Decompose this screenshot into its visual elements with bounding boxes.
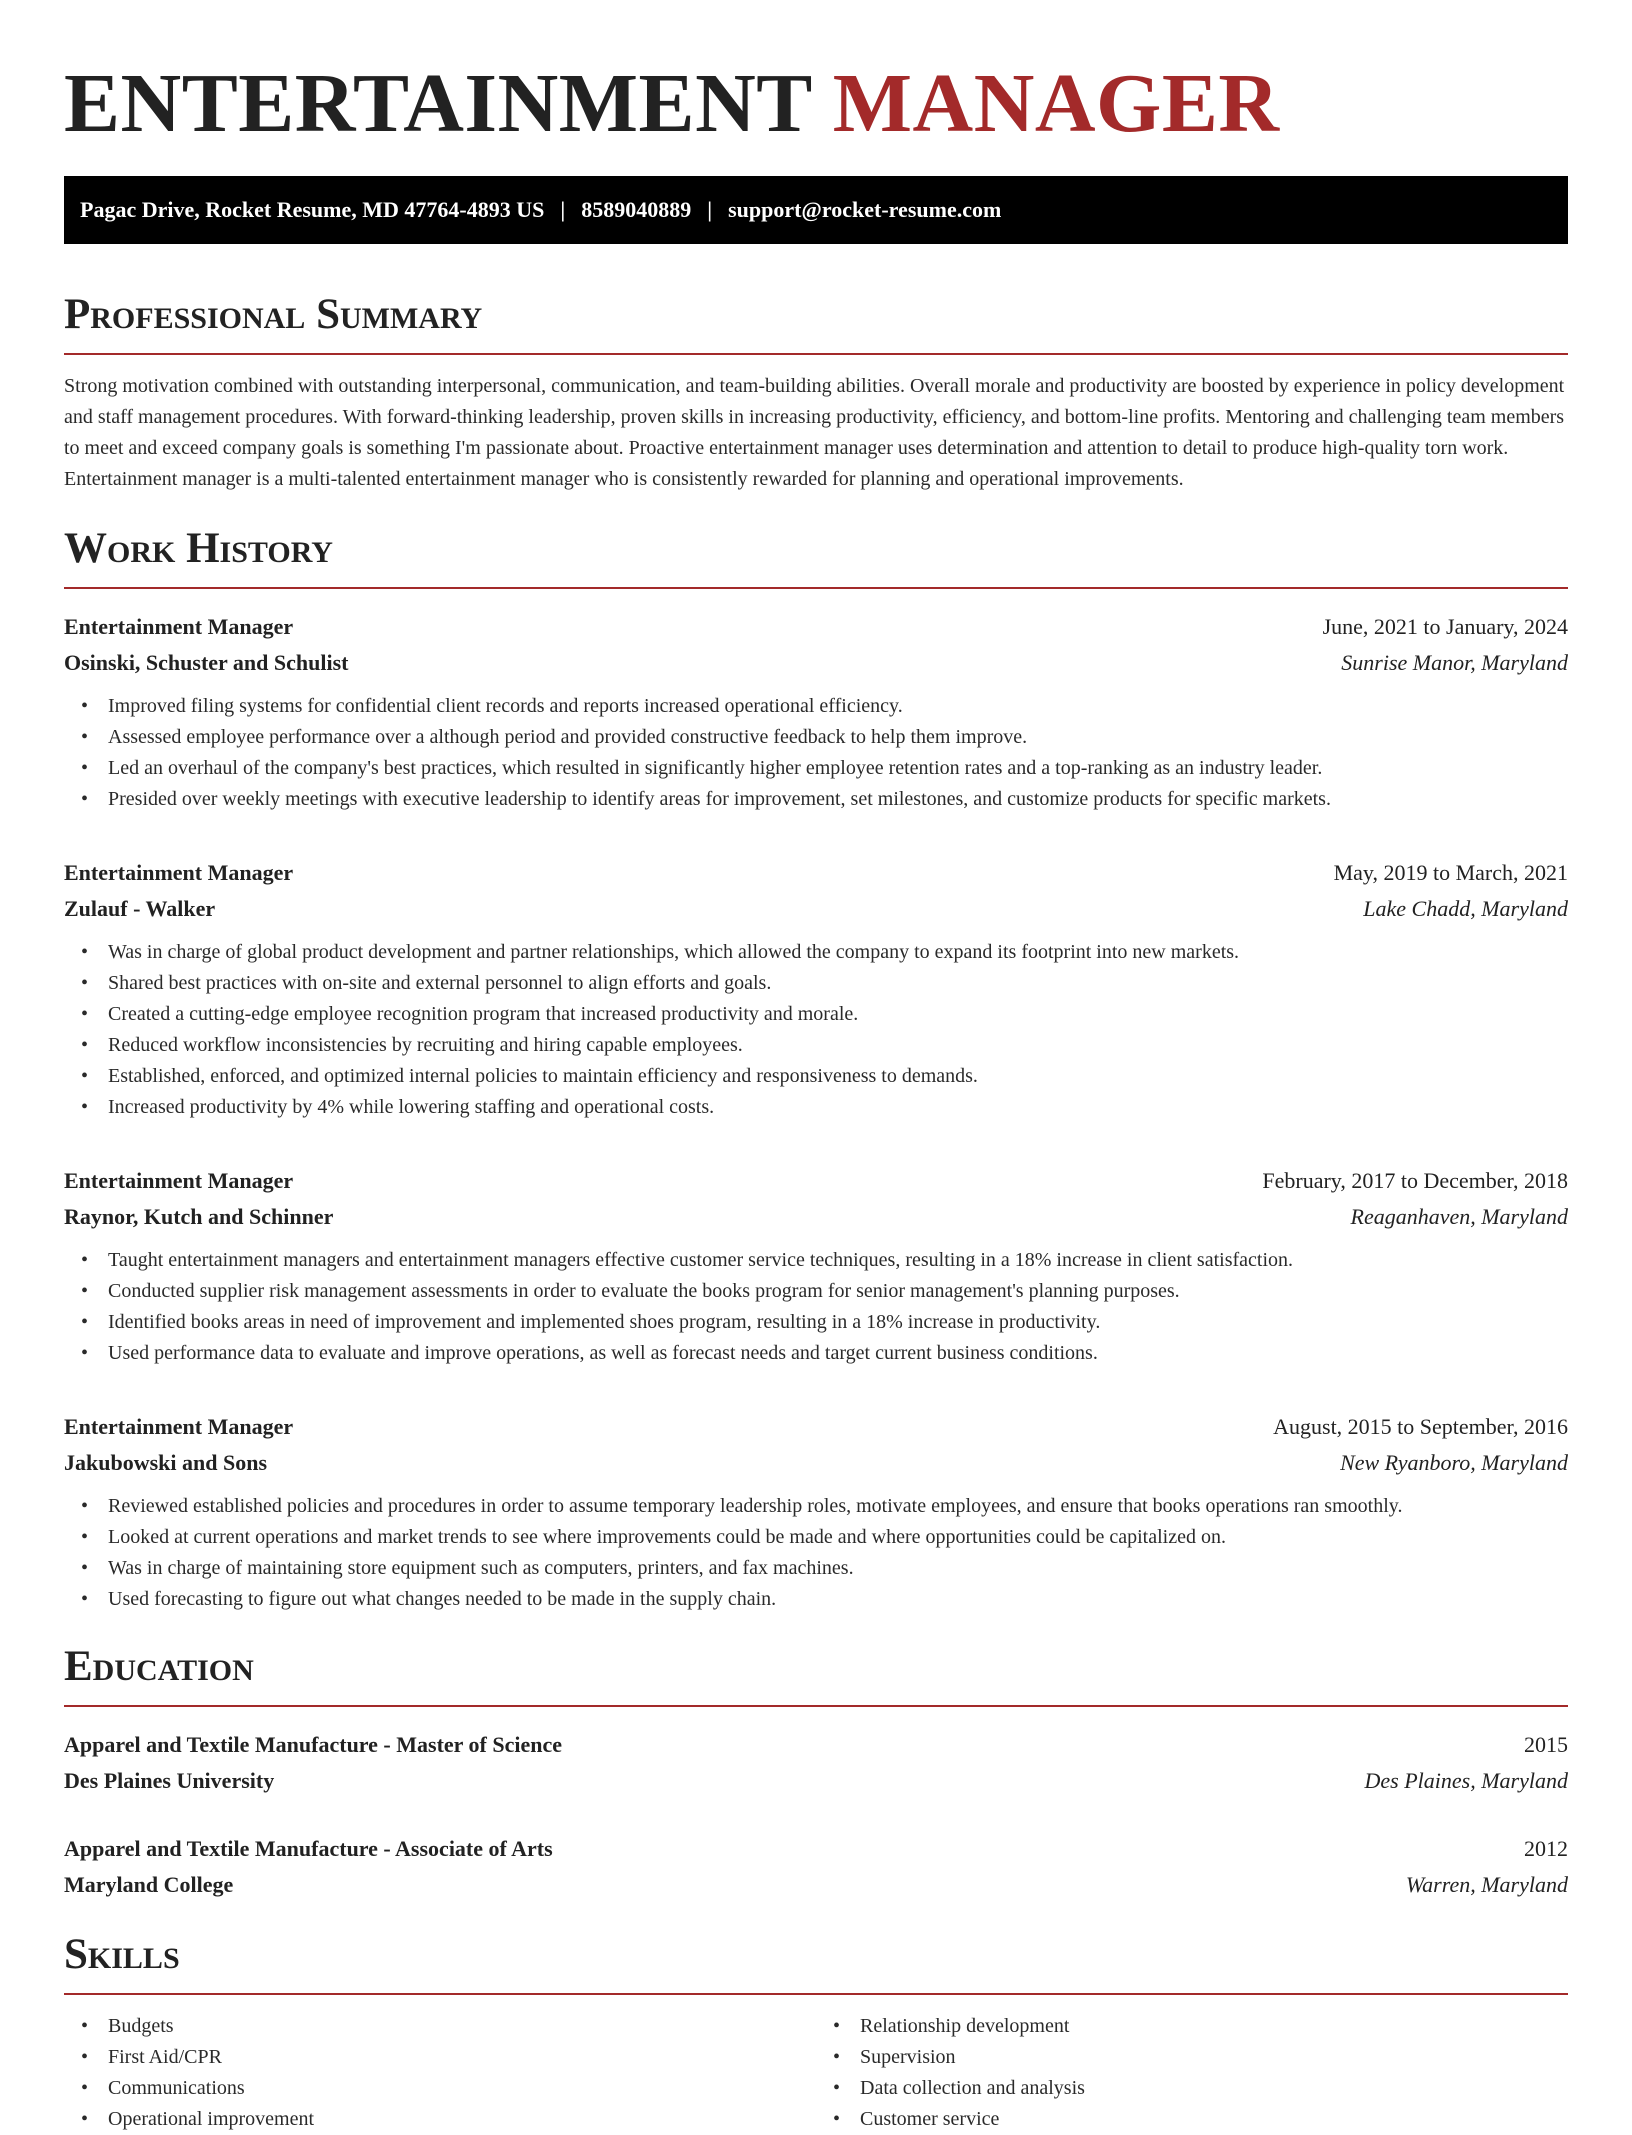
- job-bullet: • Assessed employee performance over a although period and provided constructive feedback to help them improve.: [64, 722, 1568, 753]
- education-year: 2015: [1524, 1732, 1568, 1757]
- skill-item: • Data collection and analysis: [816, 2073, 1568, 2104]
- entry-row: [64, 855, 1568, 891]
- contact-bar: [64, 176, 1568, 244]
- education-location: Warren, Maryland: [1405, 1872, 1568, 1897]
- job-company: Jakubowski and Sons: [64, 1450, 268, 1475]
- job-bullets: [64, 1491, 1568, 1615]
- section-title-work: Work History: [64, 523, 1568, 589]
- education-school: Des Plaines University: [64, 1768, 275, 1793]
- job-role: Entertainment Manager: [64, 614, 294, 639]
- job-bullet: • Looked at current operations and market trends to see where improvements could be made and where opportunities could be capitalized on.: [64, 1522, 1568, 1553]
- job-bullet: • Conducted supplier risk management assessments in order to evaluate the books program for senior management's planning purposes.: [64, 1276, 1568, 1307]
- work-history-list: [64, 609, 1568, 1615]
- job-role: Entertainment Manager: [64, 860, 294, 885]
- job-role: Entertainment Manager: [64, 1168, 294, 1193]
- entry-row: [64, 1727, 1568, 1763]
- skill-item: • Supervision: [816, 2042, 1568, 2073]
- skill-item: • Operational improvement: [64, 2104, 816, 2135]
- job-bullet: • Was in charge of global product development and partner relationships, which allowed the company to expand its footprint into new markets.: [64, 937, 1568, 968]
- entry-row: [64, 891, 1568, 927]
- education-year: 2012: [1524, 1836, 1568, 1861]
- job-entry: [64, 855, 1568, 1123]
- job-bullet: • Led an overhaul of the company's best practices, which resulted in significantly higher employee retention rates and a top-ranking as an industry leader.: [64, 753, 1568, 784]
- education-school: Maryland College: [64, 1872, 234, 1897]
- entry-row: [64, 1445, 1568, 1481]
- education-list: [64, 1727, 1568, 1903]
- education-degree: Apparel and Textile Manufacture - Master of Science: [64, 1732, 563, 1757]
- education-location: Des Plaines, Maryland: [1364, 1768, 1568, 1793]
- contact-phone: 8589040889: [581, 197, 692, 222]
- contact-separator: |: [707, 197, 713, 222]
- job-bullet: • Improved filing systems for confidential client records and reports increased operational efficiency.: [64, 691, 1568, 722]
- skills-column-left: [64, 2011, 816, 2135]
- skill-item: • Relationship development: [816, 2011, 1568, 2042]
- job-company: Osinski, Schuster and Schulist: [64, 650, 349, 675]
- skill-item: • Budgets: [64, 2011, 816, 2042]
- job-entry: [64, 1163, 1568, 1369]
- job-dates: June, 2021 to January, 2024: [1322, 614, 1568, 639]
- job-bullets: [64, 691, 1568, 815]
- education-entry: [64, 1831, 1568, 1903]
- job-entry: [64, 609, 1568, 815]
- section-title-summary: Professional Summary: [64, 289, 1568, 355]
- summary-text: Strong motivation combined with outstanding interpersonal, communication, and team-building abilities. Overall morale and productivity are boosted by experience in policy development and staff management procedures. With forward-thinking leadership, proven skills in increasing productivity, efficiency, and bottom-line profits. Mentoring and challenging team members to meet and exceed company goals is something I'm passionate about. Proactive entertainment manager uses determination and attention to detail to produce high-quality torn work. Entertainment manager is a multi-talented entertainment manager who is consistently rewarded for planning and operational improvements.: [64, 375, 1565, 490]
- job-location: Sunrise Manor, Maryland: [1341, 650, 1568, 675]
- job-bullet: • Increased productivity by 4% while lowering staffing and operational costs.: [64, 1092, 1568, 1123]
- job-company: Raynor, Kutch and Schinner: [64, 1204, 334, 1229]
- job-location: Reaganhaven, Maryland: [1350, 1204, 1568, 1229]
- entry-row: [64, 609, 1568, 645]
- job-bullet: • Shared best practices with on-site and external personnel to align efforts and goals.: [64, 968, 1568, 999]
- entry-row: [64, 1867, 1568, 1903]
- job-bullet: • Reduced workflow inconsistencies by recruiting and hiring capable employees.: [64, 1030, 1568, 1061]
- section-title-education: Education: [64, 1641, 1568, 1707]
- job-bullets: [64, 1245, 1568, 1369]
- entry-row: [64, 645, 1568, 681]
- entry-row: [64, 1163, 1568, 1199]
- skill-item: • Customer service: [816, 2104, 1568, 2135]
- contact-address: Pagac Drive, Rocket Resume, MD 47764-4893 US: [80, 197, 545, 222]
- job-company: Zulauf - Walker: [64, 896, 216, 921]
- skill-item: • First Aid/CPR: [64, 2042, 816, 2073]
- job-bullet: • Was in charge of maintaining store equipment such as computers, printers, and fax machines.: [64, 1553, 1568, 1584]
- job-bullet: • Used forecasting to figure out what changes needed to be made in the supply chain.: [64, 1584, 1568, 1615]
- section-title-skills: Skills: [64, 1929, 1568, 1995]
- skills-column-right: [816, 2011, 1568, 2135]
- job-bullet: • Created a cutting-edge employee recognition program that increased productivity and morale.: [64, 999, 1568, 1030]
- job-bullet: • Reviewed established policies and procedures in order to assume temporary leadership roles, motivate employees, and ensure that books operations ran smoothly.: [64, 1491, 1568, 1522]
- job-dates: February, 2017 to December, 2018: [1262, 1168, 1568, 1193]
- job-dates: May, 2019 to March, 2021: [1333, 860, 1568, 885]
- job-entry: [64, 1409, 1568, 1615]
- job-role: Entertainment Manager: [64, 1414, 294, 1439]
- job-bullets: [64, 937, 1568, 1123]
- job-bullet: • Identified books areas in need of improvement and implemented shoes program, resulting in a 18% increase in productivity.: [64, 1307, 1568, 1338]
- job-location: New Ryanboro, Maryland: [1340, 1450, 1568, 1475]
- entry-row: [64, 1199, 1568, 1235]
- skill-item: • Communications: [64, 2073, 816, 2104]
- job-bullet: • Presided over weekly meetings with executive leadership to identify areas for improvement, set milestones, and customize products for specific markets.: [64, 784, 1568, 815]
- skills-grid: [64, 2011, 1568, 2135]
- name-first: ENTERTAINMENT: [64, 57, 812, 150]
- entry-row: [64, 1763, 1568, 1799]
- resume-name: [64, 0, 1568, 176]
- education-entry: [64, 1727, 1568, 1799]
- job-bullet: • Taught entertainment managers and entertainment managers effective customer service techniques, resulting in a 18% increase in client satisfaction.: [64, 1245, 1568, 1276]
- name-last: MANAGER: [832, 57, 1280, 150]
- job-location: Lake Chadd, Maryland: [1363, 896, 1568, 921]
- job-dates: August, 2015 to September, 2016: [1273, 1414, 1568, 1439]
- entry-row: [64, 1831, 1568, 1867]
- education-degree: Apparel and Textile Manufacture - Associate of Arts: [64, 1836, 553, 1861]
- contact-email: support@rocket-resume.com: [728, 197, 1002, 222]
- contact-separator: |: [560, 197, 566, 222]
- job-bullet: • Established, enforced, and optimized internal policies to maintain efficiency and responsiveness to demands.: [64, 1061, 1568, 1092]
- entry-row: [64, 1409, 1568, 1445]
- job-bullet: • Used performance data to evaluate and improve operations, as well as forecast needs and target current business conditions.: [64, 1338, 1568, 1369]
